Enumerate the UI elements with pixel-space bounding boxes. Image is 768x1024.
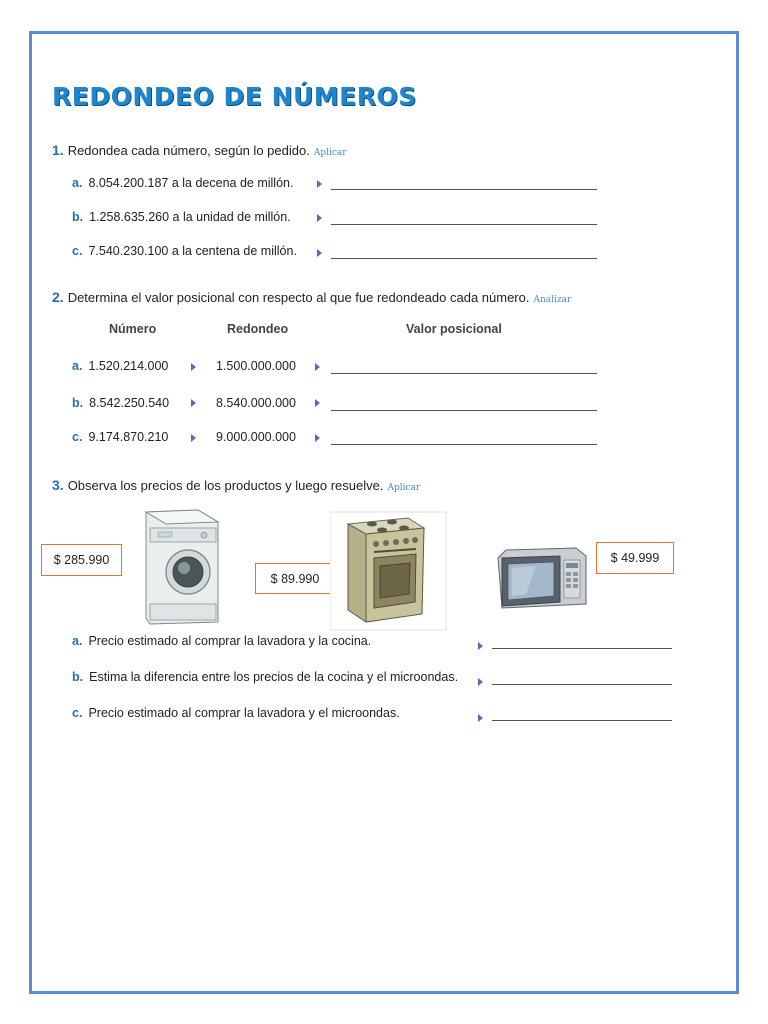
answer-line[interactable] — [492, 648, 672, 649]
answer-line[interactable] — [331, 258, 597, 259]
item-text: Estima la diferencia entre los precios de la cocina y el microondas. — [89, 670, 459, 684]
question-number: 1. — [52, 142, 64, 158]
answer-line[interactable] — [331, 373, 597, 374]
price-cocina: $ 89.990 — [255, 563, 335, 594]
redondeo-value: 8.540.000.000 — [216, 396, 296, 410]
q2-row-a — [72, 359, 168, 373]
item-letter: b. — [72, 670, 84, 684]
arrow-icon — [191, 399, 196, 407]
numero-value: 8.542.250.540 — [89, 396, 170, 410]
answer-line[interactable] — [331, 189, 597, 190]
arrow-icon — [478, 714, 483, 722]
redondeo-value: 9.000.000.000 — [216, 430, 296, 444]
price-microondas: $ 49.999 — [596, 542, 674, 574]
q3-item-b — [72, 670, 458, 684]
arrow-icon — [317, 180, 322, 188]
arrow-icon — [315, 363, 320, 371]
question-number: 3. — [52, 477, 64, 493]
skill-tag: Aplicar — [313, 148, 347, 158]
item-text: 8.054.200.187 a la decena de millón. — [88, 176, 294, 190]
column-header-numero: Número — [109, 322, 157, 336]
q1-item-b — [72, 210, 291, 224]
numero-value: 1.520.214.000 — [88, 359, 169, 373]
item-letter: c. — [72, 706, 83, 720]
item-letter: b. — [72, 210, 84, 224]
q1-item-c — [72, 244, 297, 258]
arrow-icon — [317, 249, 322, 257]
washing-machine-image — [138, 508, 222, 626]
item-letter: c. — [72, 430, 83, 444]
question-3 — [52, 477, 420, 493]
skill-tag: Aplicar — [387, 483, 421, 493]
q3-item-c — [72, 706, 400, 720]
item-text: Precio estimado al comprar la lavadora y la cocina. — [88, 634, 372, 648]
item-letter: a. — [72, 359, 83, 373]
question-text: Redondea cada número, según lo pedido. — [67, 143, 310, 158]
q3-item-a — [72, 634, 371, 648]
answer-line[interactable] — [492, 720, 672, 721]
column-header-valor: Valor posicional — [406, 322, 502, 336]
item-letter: a. — [72, 176, 83, 190]
q2-row-b — [72, 396, 169, 410]
arrow-icon — [315, 434, 320, 442]
stove-image — [330, 510, 448, 632]
numero-value: 9.174.870.210 — [88, 430, 169, 444]
item-text: Precio estimado al comprar la lavadora y el microondas. — [88, 706, 400, 720]
arrow-icon — [315, 399, 320, 407]
arrow-icon — [478, 678, 483, 686]
skill-tag: Analizar — [533, 295, 572, 305]
page-title: REDONDEO DE NÚMEROS — [52, 82, 417, 111]
item-text: 1.258.635.260 a la unidad de millón. — [89, 210, 291, 224]
question-number: 2. — [52, 289, 64, 305]
item-text: 7.540.230.100 a la centena de millón. — [88, 244, 297, 258]
item-letter: b. — [72, 396, 84, 410]
q1-item-a — [72, 176, 293, 190]
question-text: Observa los precios de los productos y luego resuelve. — [67, 478, 384, 493]
question-text: Determina el valor posicional con respecto al que fue redondeado cada número. — [67, 290, 530, 305]
redondeo-value: 1.500.000.000 — [216, 359, 296, 373]
question-1 — [52, 142, 347, 158]
answer-line[interactable] — [492, 684, 672, 685]
microwave-image — [496, 546, 590, 612]
price-lavadora: $ 285.990 — [41, 544, 122, 576]
arrow-icon — [317, 214, 322, 222]
answer-line[interactable] — [331, 224, 597, 225]
item-letter: a. — [72, 634, 83, 648]
arrow-icon — [191, 363, 196, 371]
answer-line[interactable] — [331, 410, 597, 411]
question-2 — [52, 289, 571, 305]
q2-row-c — [72, 430, 168, 444]
column-header-redondeo: Redondeo — [227, 322, 289, 336]
answer-line[interactable] — [331, 444, 597, 445]
arrow-icon — [478, 642, 483, 650]
arrow-icon — [191, 434, 196, 442]
item-letter: c. — [72, 244, 83, 258]
